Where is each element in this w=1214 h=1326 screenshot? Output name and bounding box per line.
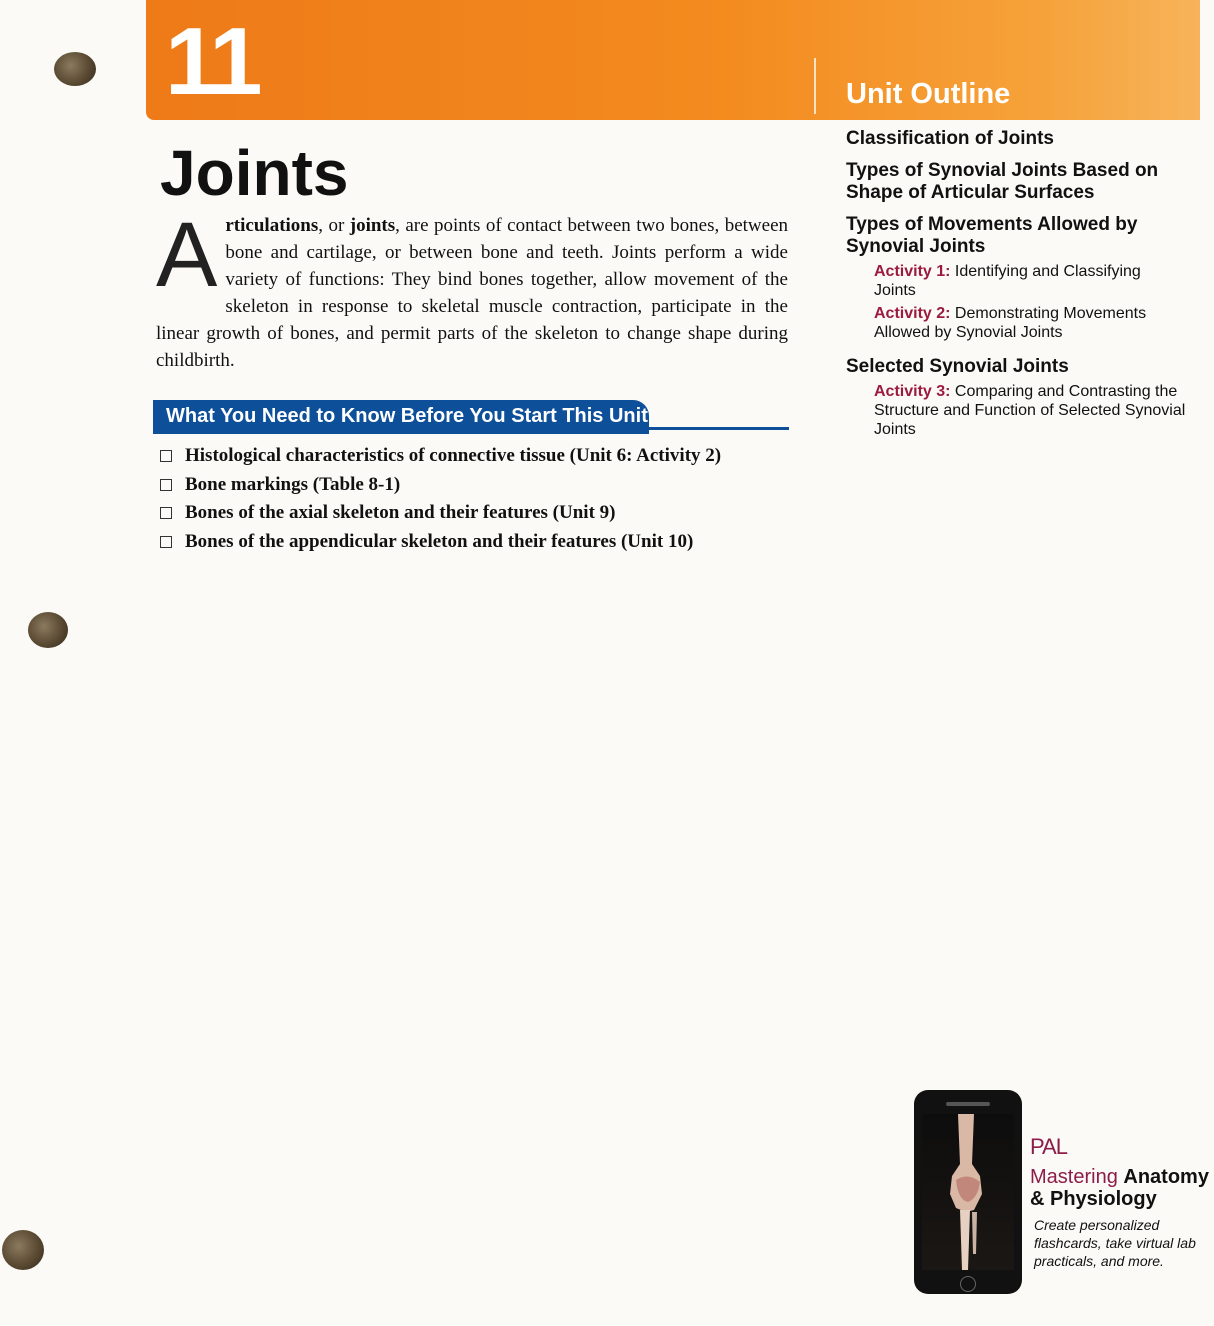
list-item: [160, 499, 721, 528]
outline-activity-3: [874, 382, 1186, 439]
checkbox[interactable]: [160, 450, 172, 462]
prerequisites-title: What You Need to Know Before You Start This Unit: [166, 405, 648, 427]
knee-joint-image: [922, 1114, 1014, 1270]
promo-text: Create personalized flashcards, take virtual lab practicals, and more.: [1034, 1217, 1196, 1269]
mastering-title: [1030, 1166, 1209, 1189]
intro-text-1: , or: [318, 215, 350, 236]
checkbox[interactable]: [160, 479, 172, 491]
mastering-word: Mastering: [1030, 1166, 1118, 1188]
checkbox[interactable]: [160, 536, 172, 548]
activity-label: Activity 2:: [874, 305, 951, 322]
banner-divider: [814, 58, 816, 114]
outline-section-classification: Classification of Joints: [846, 128, 1054, 149]
activity-text: Identifying and Classifying Joints: [874, 263, 1141, 299]
phone-screen: [922, 1114, 1014, 1270]
intro-paragraph: [156, 204, 788, 374]
activity-text: Comparing and Contrasting the Structure and Function of Selected Synovial Joints: [874, 383, 1186, 438]
activity-label: Activity 1:: [874, 263, 951, 280]
header-banner: [146, 0, 1200, 120]
outline-activity-2: [874, 304, 1186, 342]
outline-section-selected-joints: Selected Synovial Joints: [846, 356, 1069, 377]
outline-section-movements: Types of Movements Allowed by Synovial Joints: [846, 214, 1138, 257]
intro-text-2: , are points of contact between two bones, between bone and cartilage, or between bone and teeth. Joints perform a wide variety of functions: They bind bones together, allow movement of the skeleton in response to skeletal muscle contraction, participate in the linear growth of bones, and permit parts of the skeleton to change shape during childbirth.: [156, 215, 788, 371]
list-item: [160, 471, 721, 500]
phone-image: [914, 1090, 1022, 1294]
binder-hole-bottom: [2, 1230, 44, 1270]
outline-activity-1: [874, 262, 1186, 300]
prerequisites-header: [153, 400, 789, 434]
intro-term-articulations: rticulations: [225, 215, 319, 236]
list-item: [160, 528, 721, 557]
page-title: Joints: [160, 137, 349, 209]
intro-term-joints: joints: [349, 215, 396, 236]
activity-text: Demonstrating Movements Allowed by Synovial Joints: [874, 305, 1147, 341]
list-item: [160, 442, 721, 471]
prerequisites-list: [160, 442, 721, 556]
prereq-text: Bones of the appendicular skeleton and their features (Unit 10): [185, 530, 694, 552]
prereq-text: Histological characteristics of connective tissue (Unit 6: Activity 2): [185, 445, 722, 467]
prereq-text: Bone markings (Table 8-1): [185, 473, 401, 495]
binder-hole-top: [54, 52, 96, 86]
pal-logo: PAL: [1030, 1134, 1067, 1159]
anatomy-word: Anatomy: [1123, 1166, 1209, 1188]
checkbox[interactable]: [160, 507, 172, 519]
phone-home-button: [960, 1276, 976, 1292]
prereq-text: Bones of the axial skeleton and their features (Unit 9): [185, 502, 616, 524]
unit-outline: [846, 128, 1186, 439]
outline-section-synovial-types: Types of Synovial Joints Based on Shape of Articular Surfaces: [846, 160, 1159, 203]
activity-label: Activity 3:: [874, 383, 951, 400]
physiology-word: & Physiology: [1030, 1188, 1157, 1210]
binder-hole-middle: [28, 612, 68, 648]
unit-number: 11: [165, 8, 259, 115]
unit-outline-heading: Unit Outline: [846, 78, 1011, 110]
phone-speaker: [946, 1102, 990, 1106]
drop-cap: A: [156, 204, 218, 306]
